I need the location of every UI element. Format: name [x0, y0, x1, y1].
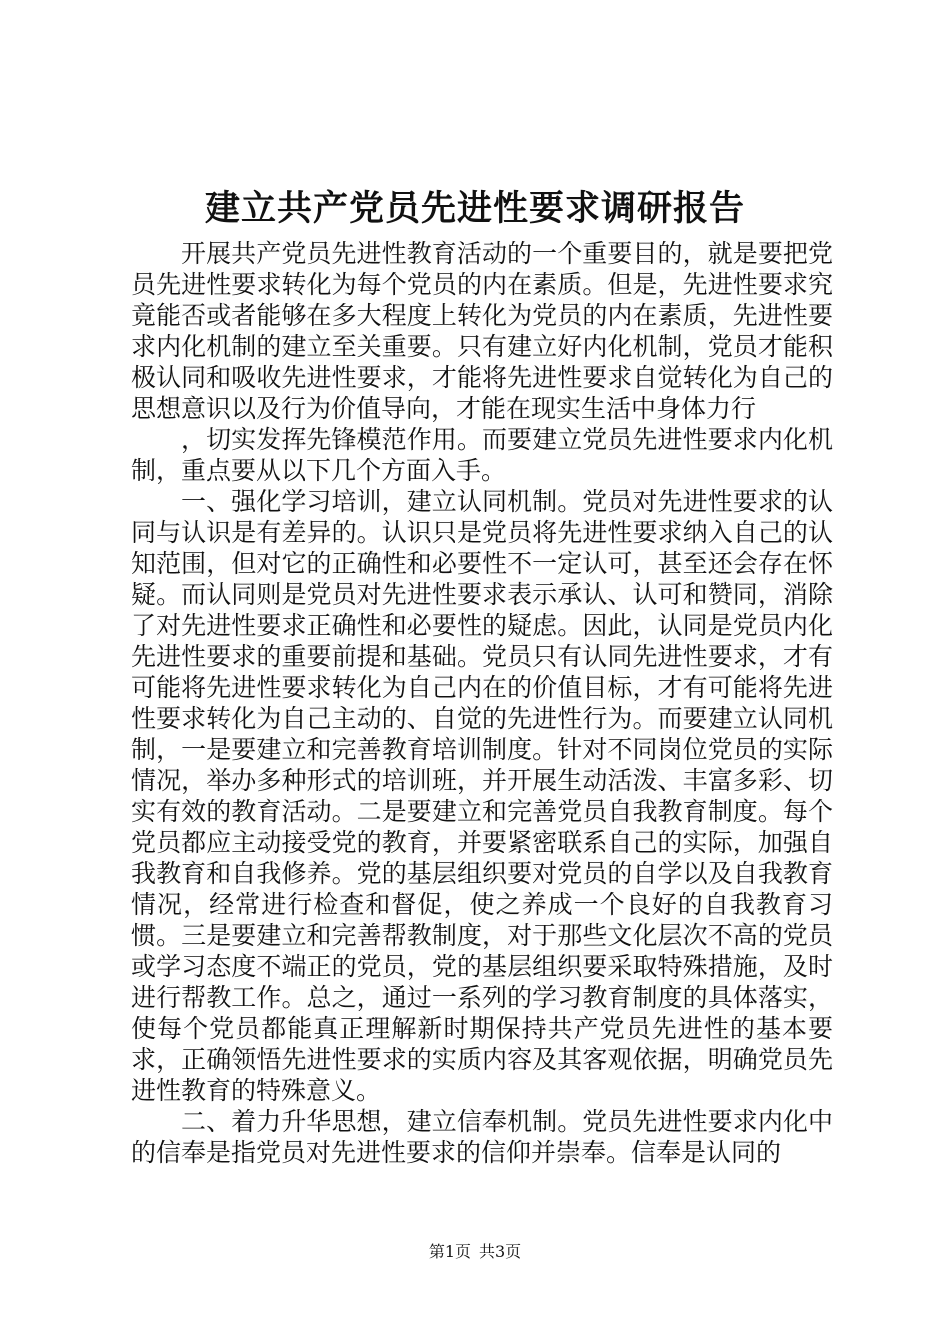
page-footer	[0, 1242, 950, 1262]
paragraph-section-1: 一、强化学习培训，建立认同机制。党员对先进性要求的认同与认识是有差异的。认识只是党员将先进性要求纳入自己的认知范围，但对它的正确性和必要性不一定认可，甚至还会存在怀疑。而认同则是党员对先进性要求表示承认、认可和赞同，消除了对先进性要求正确性和必要性的疑虑。因此，认同是党员内化先进性要求的重要前提和基础。党员只有认同先进性要求，才有可能将先进性要求转化为自己内在的价值目标，才有可能将先进性要求转化为自己主动的、自觉的先进性行为。而要建立认同机制，一是要建立和完善教育培训制度。针对不同岗位党员的实际情况，举办多种形式的培训班，并开展生动活泼、丰富多彩、切实有效的教育活动。二是要建立和完善党员自我教育制度。每个党员都应主动接受党的教育，并要紧密联系自己的实际，加强自我教育和自我修养。党的基层组织要对党员的自学以及自我教育情况，经常进行检查和督促，使之养成一个良好的自我教育习惯。三是要建立和完善帮教制度，对于那些文化层次不高的党员或学习态度不端正的党员，党的基层组织要采取特殊措施，及时进行帮教工作。总之，通过一系列的学习教育制度的具体落实，使每个党员都能真正理解新时期保持共产党员先进性的基本要求，正确领悟先进性要求的实质内容及其客观依据，明确党员先进性教育的特殊意义。	[131, 487, 833, 1105]
paragraph-intro-continued: ，切实发挥先锋模范作用。而要建立党员先进性要求内化机制，重点要从以下几个方面入手。	[131, 425, 833, 485]
document-title: 建立共产党员先进性要求调研报告	[204, 188, 745, 229]
page-number: 第1页	[428, 1242, 471, 1261]
paragraph-section-2: 二、着力升华思想，建立信奉机制。党员先进性要求内化中的信奉是指党员对先进性要求的信仰并崇奉。信奉是认同的	[131, 1107, 833, 1167]
page-total: 共3页	[479, 1242, 522, 1261]
paragraph-intro: 开展共产党员先进性教育活动的一个重要目的，就是要把党员先进性要求转化为每个党员的内在素质。但是，先进性要求究竟能否或者能够在多大程度上转化为党员的内在素质，先进性要求内化机制的建立至关重要。只有建立好内化机制，党员才能积极认同和吸收先进性要求，才能将先进性要求自觉转化为自己的思想意识以及行为价值导向，才能在现实生活中身体力行	[131, 239, 833, 423]
document-body	[131, 238, 833, 1168]
